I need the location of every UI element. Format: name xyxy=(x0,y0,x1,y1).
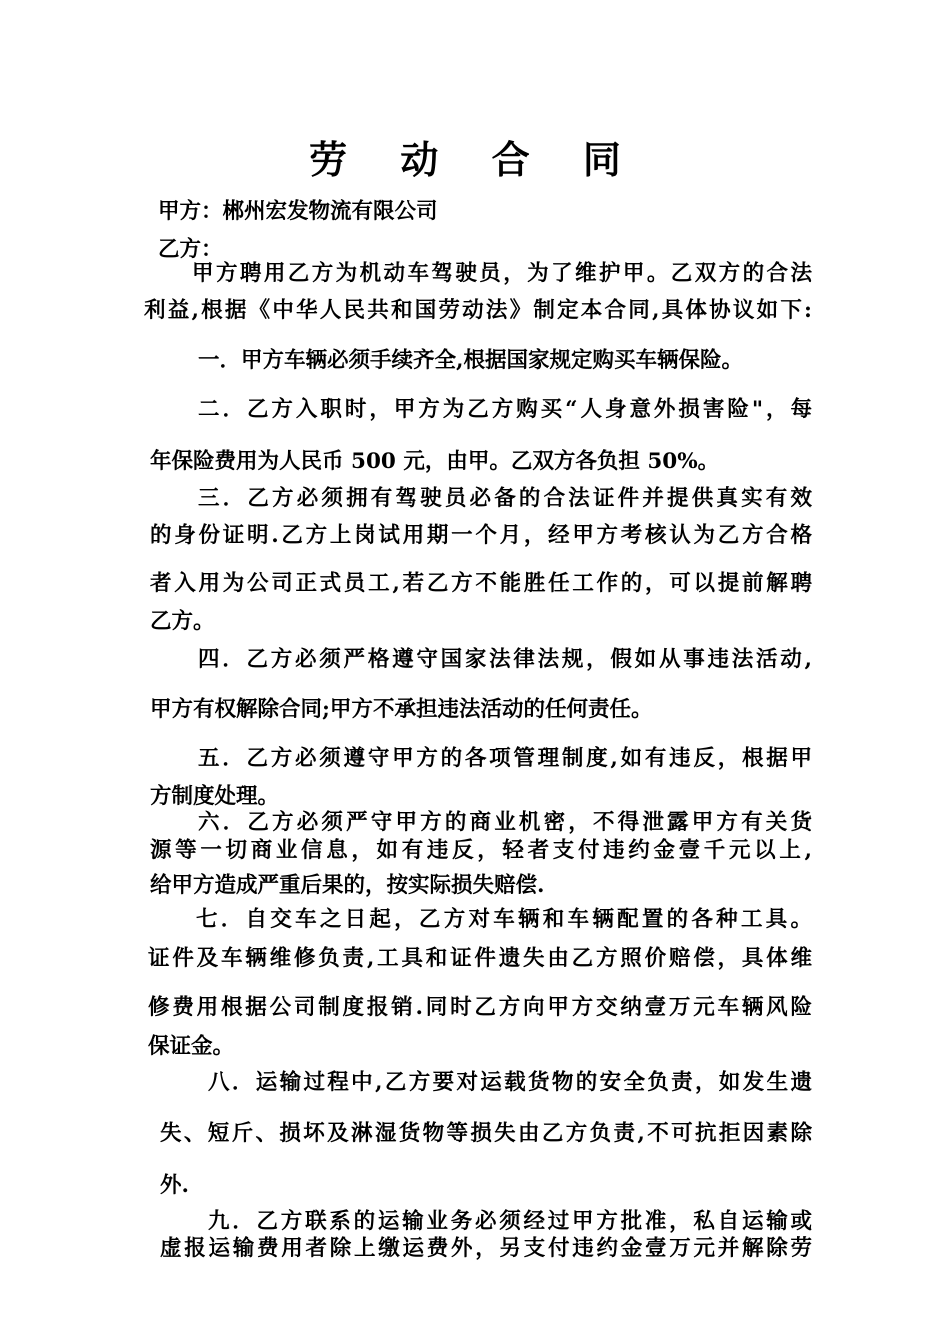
clause-7-line-2: 证件及车辆维修负责,工具和证件遗失由乙方照价赔偿，具体维 xyxy=(148,946,812,971)
clause-4-line-2: 甲方有权解除合同;甲方不承担违法活动的任何责任。 xyxy=(150,697,653,722)
clause-6-line-3: 给甲方造成严重后果的，按实际损失赔偿. xyxy=(150,873,545,898)
clause-8-line-2: 失、短斤、损坏及淋湿货物等损失由乙方负责,不可抗拒因素除 xyxy=(160,1121,812,1146)
clause-5-line-2: 方制度处理。 xyxy=(150,784,280,809)
clause-3-line-3: 者入用为公司正式员工,若乙方不能胜任工作的，可以提前解聘 xyxy=(150,571,812,596)
clause-7-line-4: 保证金。 xyxy=(148,1034,235,1059)
clause-4-line-1: 四．乙方必须严格遵守国家法律法规，假如从事违法活动, xyxy=(198,647,812,672)
clause-1-line-1: 一．甲方车辆必须手续齐全,根据国家规定购买车辆保险。 xyxy=(198,348,743,373)
clause-9-line-1: 九．乙方联系的运输业务必须经过甲方批准，私自运输或 xyxy=(208,1209,812,1234)
clause-3-line-2: 的身份证明.乙方上岗试用期一个月，经甲方考核认为乙方合格 xyxy=(150,523,812,548)
clause-6-line-2: 源等一切商业信息，如有违反，轻者支付违约金壹千元以上, xyxy=(150,838,812,863)
document-title: 劳 动 合 同 xyxy=(309,137,641,182)
clause-3-line-4: 乙方。 xyxy=(150,609,215,634)
clause-9-line-2: 虚报运输费用者除上缴运费外，另支付违约金壹万元并解除劳 xyxy=(160,1236,812,1261)
party-a-line: 甲方：郴州宏发物流有限公司 xyxy=(158,199,438,224)
clause-2-line-1: 二．乙方入职时，甲方为乙方购买“人身意外损害险"，每 xyxy=(198,397,812,422)
clause-8-line-1: 八．运输过程中,乙方要对运载货物的安全负责，如发生遗 xyxy=(208,1070,812,1095)
clause-2-line-2: 年保险费用为人民币 500 元，由甲。乙双方各负担 50%。 xyxy=(150,449,720,474)
intro-line-2: 利益,根据《中华人民共和国劳动法》制定本合同,具体协议如下: xyxy=(144,298,812,323)
clause-3-line-1: 三．乙方必须拥有驾驶员必备的合法证件并提供真实有效 xyxy=(198,486,812,511)
clause-8-line-3: 外. xyxy=(160,1173,189,1198)
intro-line-1: 甲方聘用乙方为机动车驾驶员，为了维护甲。乙双方的合法 xyxy=(192,261,812,286)
party-b-line: 乙方： xyxy=(158,237,223,262)
clause-5-line-1: 五．乙方必须遵守甲方的各项管理制度,如有违反，根据甲 xyxy=(198,746,812,771)
clause-6-line-1: 六．乙方必须严守甲方的商业机密，不得泄露甲方有关货 xyxy=(198,810,812,835)
clause-7-line-3: 修费用根据公司制度报销.同时乙方向甲方交纳壹万元车辆风险 xyxy=(148,995,812,1020)
clause-7-line-1: 七．自交车之日起，乙方对车辆和车辆配置的各种工具。 xyxy=(196,907,812,932)
